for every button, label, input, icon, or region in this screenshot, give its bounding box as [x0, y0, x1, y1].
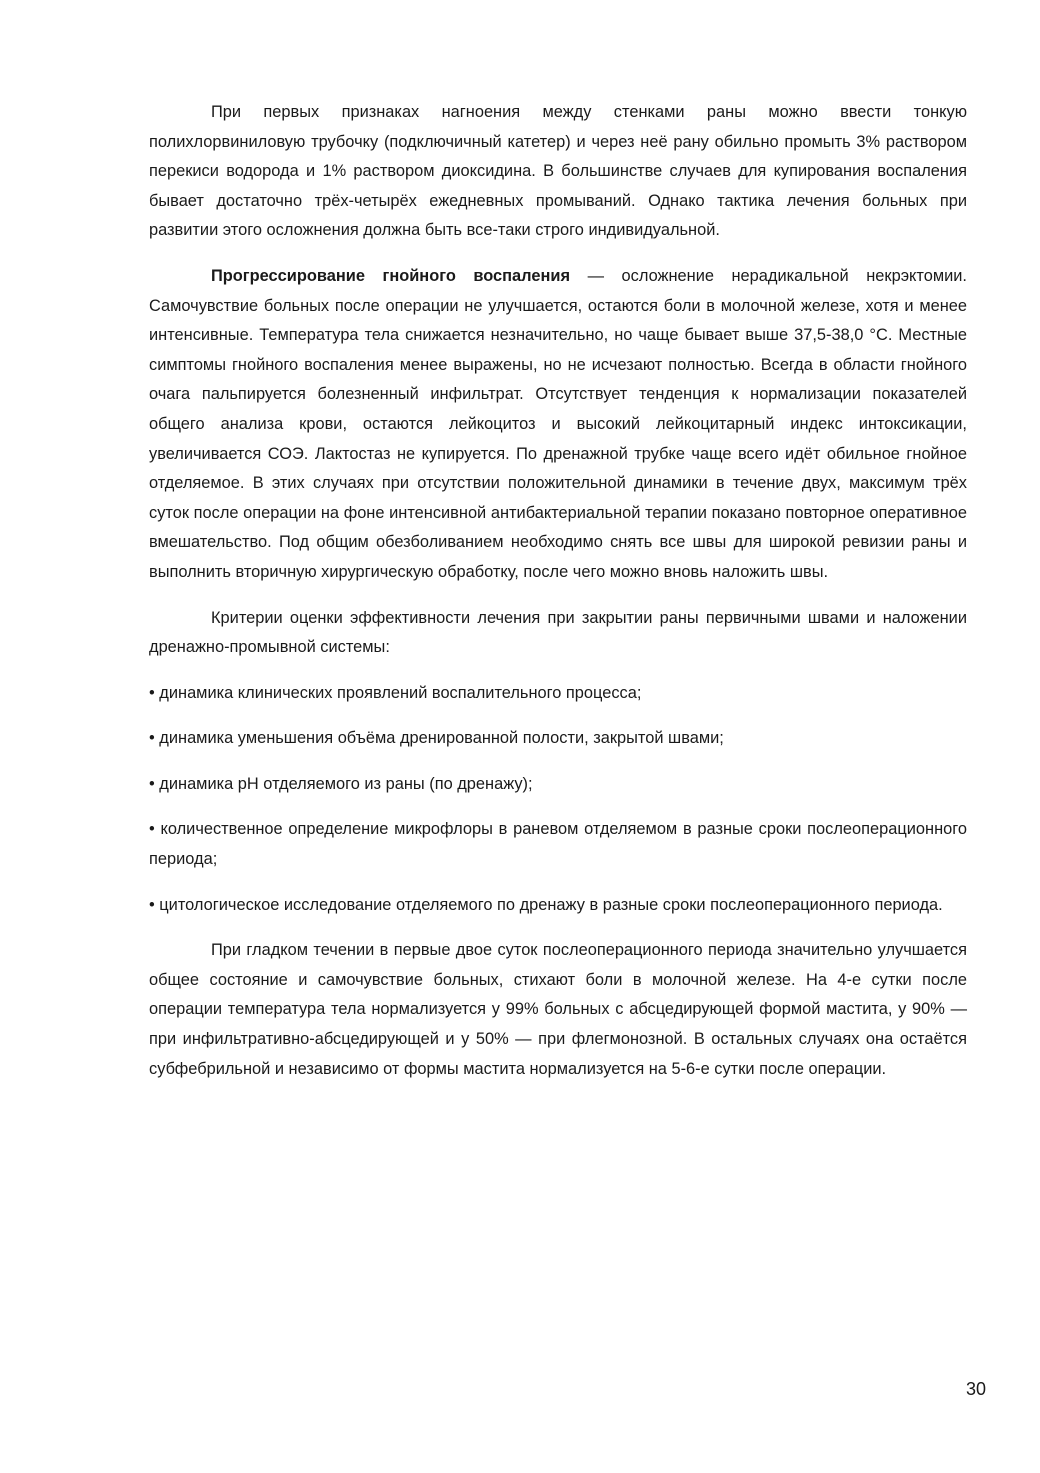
- bullet-item-4: • количественное определение микрофлоры в раневом отделяемом в разные сроки послеоперационного периода;: [149, 820, 967, 869]
- paragraph-2: [149, 262, 967, 588]
- paragraph-2-heading: Прогрессирование гнойного воспаления: [211, 266, 571, 285]
- paragraph-4: При гладком течении в первые двое суток послеоперационного периода значительно улучшается общее состояние и самочувствие больных, стихают боли в молочной железе. На 4-е сутки после операции температура тела нормализуется у 99% больных с абсцедирующей формой мастита, у 90% — при инфильтративно-абсцедирующей и у 50% — при флегмонозной. В остальных случаях она остаётся субфебрильной и независимо от формы мастита нормализуется на 5-6-е сутки после операции.: [149, 941, 967, 1078]
- bullet-item-3: • динамика pH отделяемого из раны (по дренажу);: [149, 774, 533, 793]
- bullet-item-5: • цитологическое исследование отделяемого по дренажу в разные сроки послеоперационного периода.: [149, 895, 943, 914]
- document-page: [149, 98, 967, 1100]
- bullet-item-1: • динамика клинических проявлений воспалительного процесса;: [149, 683, 642, 702]
- paragraph-3: Критерии оценки эффективности лечения при закрытии раны первичными швами и наложении дренажно-промывной системы:: [149, 608, 967, 657]
- paragraph-2-text: — осложнение нерадикальной некрэктомии. Самочувствие больных после операции не улучшается, остаются боли в молочной железе, хотя и менее интенсивные. Температура тела снижается незначительно, но чаще бывает выше 37,5-38,0 °С. Местные симптомы гнойного воспаления менее выражены, но не исчезают полностью. Всегда в области гнойного очага пальпируется болезненный инфильтрат. Отсутствует тенденция к нормализации показателей общего анализа крови, остаются лейкоцитоз и высокий лейкоцитарный индекс интоксикации, увеличивается СОЭ. Лактостаз не купируется. По дренажной трубке чаще всего идёт обильное гнойное отделяемое. В этих случаях при отсутствии положительной динамики в течение двух, максимум трёх суток после операции на фоне интенсивной антибактериальной терапии показано повторное оперативное вмешательство. Под общим обезболиванием необходимо снять все швы для широкой ревизии раны и выполнить вторичную хирургическую обработку, после чего можно вновь наложить швы.: [149, 266, 967, 581]
- bullet-item-2: • динамика уменьшения объёма дренированной полости, закрытой швами;: [149, 729, 724, 748]
- paragraph-1: При первых признаках нагноения между стенками раны можно ввести тонкую полихлорвиниловую трубочку (подключичный катетер) и через неё рану обильно промыть 3% раствором перекиси водорода и 1% раствором диоксидина. В большинстве случаев для купирования воспаления бывает достаточно трёх-четырёх ежедневных промываний. Однако тактика лечения больных при развитии этого осложнения должна быть все-таки строго индивидуальной.: [149, 103, 967, 240]
- page-number: 30: [965, 1379, 986, 1399]
